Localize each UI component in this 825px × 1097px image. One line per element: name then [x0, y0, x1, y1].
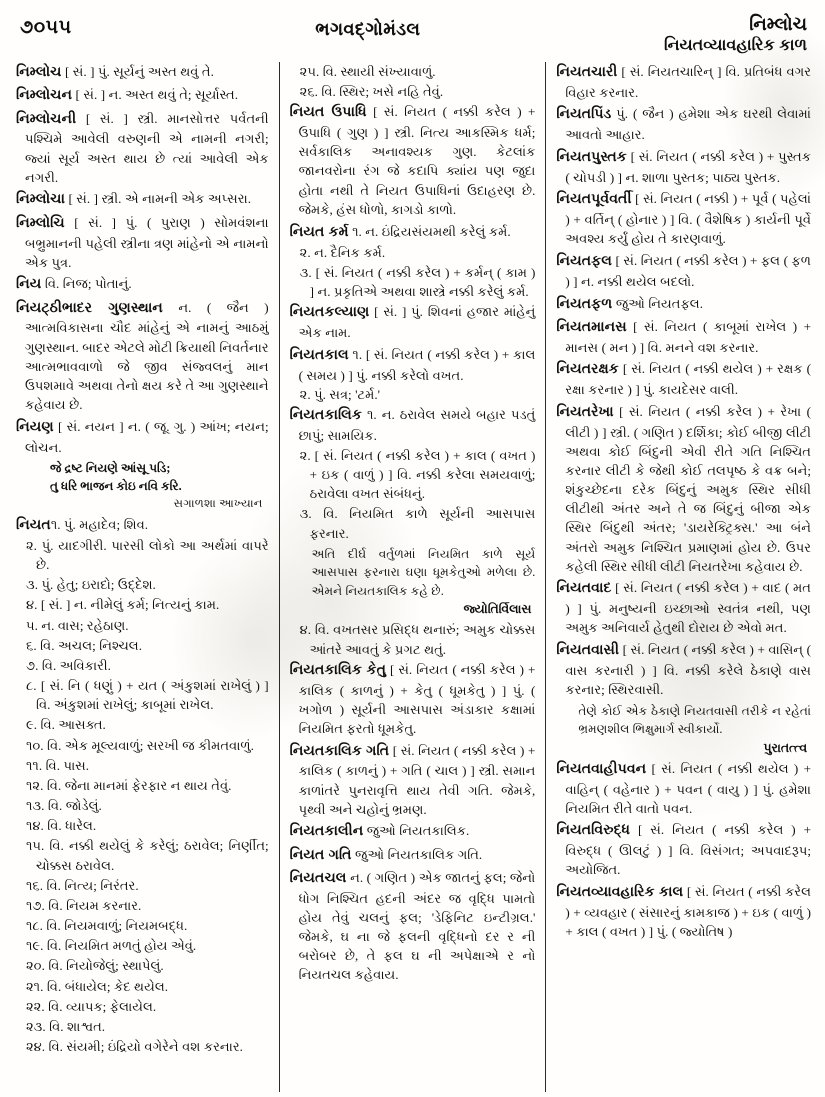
quotation-line: તુ ધરિ ભાજન કોઇ નવિ કરિ. — [50, 479, 182, 494]
entry-sense: ૧૪. વિ. ધારેલ. — [26, 818, 97, 834]
entry-headword: નિયતકાલ — [289, 346, 349, 363]
running-head-right — [664, 14, 807, 55]
dictionary-entry — [290, 660, 536, 738]
entry-definition: [ સં. નિયત ( નક્કી ) + પૂર્વ ( પહેલાં ) + વર્તિન્ ( હોનાર ) ] વિ. ( વૈશેષિક ) કાર્યની પૂર્વે અવશ્ય કર્યું હોય તે કારણવાળું. — [565, 191, 811, 247]
dictionary-entry — [556, 640, 811, 699]
dictionary-entry — [556, 147, 811, 187]
entry-definition: વિ. નિજ; પોતાનું. — [41, 276, 132, 292]
entry-sense: ૨. [ સં. નિયત ( નક્કી કરેલ ) + કાલ ( વખત ) + ઇક ( વાળું ) ] વિ. નક્કી કરેલા સમયવાળું; ઠરાવેલા વખત સંબંધનું. — [299, 447, 536, 502]
dictionary-entry — [556, 251, 811, 291]
entry-definition: ન. ( જૈન ) આત્મવિકાસના ચૌદ માંહેનું એ નામનું આઠમું ગુણસ્થાન. બાદર એટલે મોટી ક્રિયાથી નિવર્તનાર આત્મભાવવાળો જે જીવ સંજ્વલનું માન ઉપશમાવે અથવા તેનો ક્ષય કરે તે આ ગુણસ્થાને કહેવાય છે. — [25, 299, 269, 413]
entry-headword: નિયટ્ઠીભાદર ગુણસ્થાન — [16, 299, 163, 316]
entry-definition: જુઓ નિયતકાલિક ગતિ. — [351, 846, 483, 862]
book-title: ભગવદ્ગોમંડલ — [315, 19, 421, 39]
entry-definition: [ સં. ] ન. અસ્ત થવું તે; સૂર્યાસ્ત. — [72, 87, 238, 103]
entry-sense: ૬. વિ. અચલ; નિશ્ચલ. — [26, 637, 142, 653]
entry-definition: [ સં. નિયત ( નક્કી કરેલ ) + વિરુદ્ધ ( ઊલટું ) ] વિ. વિસંગત; અપવાદરૂપ; અયોજિત. — [565, 822, 811, 878]
page-header — [12, 14, 813, 60]
entry-headword: નિયતકલ્યાણ — [289, 304, 370, 321]
column-2 — [279, 62, 546, 1092]
entry-sense: ૨૨. વિ. વ્યાપક; ફેલાયેલ. — [26, 998, 157, 1014]
entry-sense: ૧૦. વિ. એક મૂલ્યવાળું; સરખી જ કીમતવાળું. — [26, 737, 254, 753]
column-container — [12, 62, 813, 1092]
dictionary-entry — [16, 417, 269, 457]
entry-sense: ૨. પું. સત્ર; 'ટર્મ.' — [299, 387, 380, 403]
dictionary-entry — [290, 821, 536, 842]
dictionary-entry — [556, 882, 811, 941]
entry-example: તેણે કોઈ એક ઠેકાણે નિયતવાસી તરીકે ન રહેતાં ભ્રમણશીલ ભિક્ષુમાર્ગ સ્વીકાર્યો. — [578, 703, 811, 737]
entry-headword: નિયતપૂર્વવર્તી — [556, 191, 632, 208]
entry-sense: ૨૫. વિ. સ્થાયી સંખ્યાવાળું. — [299, 64, 436, 79]
folio-number: ૭૦૫૫ — [20, 17, 72, 38]
entry-sense: ૧. [ સં. નિયત ( નક્કી કરેલ ) + કાલ ( સમય ) ] પું. નક્કી કરેલો વખત. — [298, 346, 536, 383]
entry-sense: ૨૪. વિ. સંયમી; ઇંદ્રિયો વગેરેને વશ કરનાર. — [26, 1039, 243, 1055]
dictionary-entry — [556, 189, 811, 248]
entry-headword: નિયતવિરુદ્ધ — [556, 822, 631, 839]
entry-sense: ૧. પું. મહાદેવ; શિવ. — [50, 516, 149, 532]
entry-sense: ૨. પું. યાદગીરી. પારસી લોકો આ અર્થમાં વાપરે છે. — [26, 537, 269, 573]
entry-sense: ૧૩. વિ. જોડેલું. — [26, 798, 102, 814]
entry-headword: નિયણ — [16, 418, 54, 435]
entry-definition: [ સં. નિયત ( નક્કી કરેલ ) + કાલિક ( કાળનું ) + ગતિ ( ચાલ ) ] સ્ત્રી. સમાન કાળાંતરે પુનરાવૃત્તિ થાય તેવી ગતિ. જેમકે, પૃથ્વી અને ચહોનું ભ્રમણ. — [298, 742, 536, 817]
entry-headword: નિયતવાહીપવન — [556, 760, 647, 777]
entry-definition: [ સં. ] સ્ત્રી. માનસોત્તર પર્વતની પશ્ચિમે આવેલી વરુણની એ નામની નગરી; જ્યાં સૂર્ય અસ્ત થાય છે ત્યાં આવેલી એક નગરી. — [25, 110, 269, 185]
entry-definition: [ સં. ] સ્ત્રી. એ નામની એક અપ્સરા. — [64, 191, 251, 207]
dictionary-entry — [290, 302, 536, 342]
entry-sense: ૨૩. વિ. શાશ્વત. — [26, 1018, 106, 1034]
entry-headword: નિયતફળ — [556, 295, 613, 312]
entry-sense: ૧૬. વિ. નિત્ય; નિરંતર. — [26, 877, 139, 893]
entry-sense: ૩. [ સં. નિયત ( નક્કી કરેલ ) + કર્મન્ ( કામ ) ] ન. પ્રકૃતિએ અથવા શાસ્ત્રે નક્કી કરેલું કર્મ. — [299, 264, 536, 300]
dictionary-entry — [556, 104, 811, 144]
dictionary-entry — [556, 359, 811, 399]
dictionary-entry — [556, 759, 811, 818]
entry-headword: નિયતચારી — [556, 64, 618, 80]
entry-definition: [ સં. નિયત ( નક્કી કરેલ ) + વાદ ( મત ) ] પું. મનુષ્યની ઇચ્છાઓ સ્વતંત્ર નથી, પણ અમુક અનિવાર્ય હેતુથી દોરાય છે એવો મત. — [565, 580, 811, 636]
entry-definition: [ સં. નયન ] ન. ( જૂ. ગુ. ) આંખ; નયન; લોચન. — [25, 418, 269, 455]
entry-headword: નિમ્લોચા — [16, 191, 65, 208]
entry-definition: [ સં. નિયત ( કાબૂમાં રાખેલ ) + માનસ ( મન ) ] વિ. મનને વશ કરનાર. — [565, 318, 811, 355]
entry-definition: [ સં. નિયત ( નક્કી કરેલ ) + ઉપાધિ ( ગુણ ) ] સ્ત્રી. નિત્ય આકસ્મિક ધર્મ; સર્વકાલિક અનાવશ્યક ગુણ. કેટલાંક જાનવરોના રંગ જે કદાપિ ક્યાંય પણ જુદા હોતા નથી તે નિયત ઉપાધિનાં ઉદાહરણ છે. જેમકે, હંસ ધોળો, કાગડો કાળો. — [298, 104, 536, 217]
entry-definition: [ સં. નિયત ( નક્કી થયેલ ) + રક્ષક ( રક્ષા કરનાર ) ] પું. કાયદેસર વાલી. — [565, 361, 811, 398]
entry-sense: ૮. [ સં. નિ ( ધણું ) + યત ( અંકુશમાં રાખેલું ) ] વિ. અંકુશમાં રાખેલું; કાબૂમાં રાખેલ. — [26, 678, 269, 713]
entry-definition: ન. ( ગણિત ) એક જાતનું ફલ; જેનો ધોગ નિશ્ચિત હદની અંદર જ વૃદ્ધિ પામતો હોય તેવું ચલનું ફલ; 'ડેફિનિટ ઇન્ટીગ્રલ.' જેમકે, ઘ ના જે ફલની વૃદ્ધિનો દર ર ની બરોબર છે, તે ફલ ઘ ની અપેક્ષાએ ર નો નિયતચલ કહેવાય. — [298, 869, 536, 983]
dictionary-entry — [290, 868, 536, 985]
column-3 — [545, 62, 813, 1092]
entry-sense: ૧૮. વિ. નિયમવાળું; નિયમબદ્ધ. — [26, 918, 188, 934]
running-subheadword: નિયતવ્યાવહારિક કાળ — [663, 36, 807, 54]
entry-headword: નિમ્લોચ — [16, 64, 62, 80]
entry-headword: નિયતવાદ — [556, 580, 612, 597]
entry-sense: ૪. વિ. વખતસર પ્રસિદ્ધ થનારું; અમુક ચોક્કસ આંતરે આવતું કે પ્રગટ થતું. — [299, 622, 536, 657]
dictionary-entry — [16, 298, 269, 415]
entry-headword: નિયતફલ — [556, 253, 613, 270]
entry-headword: નિયતરેખા — [556, 403, 614, 420]
dictionary-entry — [16, 515, 269, 536]
entry-sense: ૨૧. વિ. બંધાયેલ; કેદ થયેલ. — [26, 978, 169, 994]
entry-sense: ૧. ન. ઇંદ્રિયસંયમથી કરેલું કર્મ. — [348, 223, 511, 239]
entry-sense: ૫. ન. વાસ; રહેઠાણ. — [26, 617, 129, 633]
entry-headword: નિયતમાનસ — [556, 318, 627, 335]
entry-sense: ૧૭. વિ. નિયમ કરનાર. — [26, 897, 142, 913]
entry-definition: જુઓ નિયતકાલિક. — [363, 823, 470, 839]
dictionary-entry — [556, 402, 811, 576]
entry-sense: ૩. વિ. નિયમિત કાળે સૂર્યની આસપાસ ફરનાર. — [299, 506, 536, 541]
entry-headword: નિમ્લોચિ — [16, 214, 65, 231]
dictionary-entry — [556, 62, 811, 102]
dictionary-entry — [556, 294, 811, 315]
entry-sense: ૭. વિ. અવિકારી. — [26, 657, 111, 673]
entry-sense: ૧૫. વિ. નક્કી થયેલું કે કરેલું; ઠરાવેલ; નિર્ણીત; ચોક્કસ ઠરાવેલ. — [26, 838, 269, 873]
dictionary-entry — [16, 213, 269, 272]
entry-headword: નિયતપુસ્તક — [556, 148, 627, 165]
dictionary-entry — [290, 405, 536, 445]
example-citation: જ્યોતિર્વિલાસ — [463, 602, 532, 617]
entry-headword: નિયતકાલિક કેતુ — [289, 661, 386, 678]
entry-definition: [ સં. નિયત ( નક્કી કરેલ ) + વાસિન્ ( વાસ કરનારી ) ] વિ. નક્કી કરેલે ઠેકાણે વાસ કરનાર; સ્થિરવાસી. — [565, 642, 811, 698]
entry-headword: નિયતચલ — [289, 869, 347, 886]
entry-definition: [ સં. નિયત ( નક્કી કરેલ ) + કાલિક ( કાળનું ) + કેતુ ( ધૂમકેતુ ) ] પું. ( ખગોળ ) સૂર્યની આસપાસ અંડાકાર કક્ષામાં નિયમિત ફરતો ધૂમકેતુ. — [298, 661, 536, 736]
entry-headword: નિયત કર્મ — [289, 223, 349, 240]
dictionary-entry — [16, 85, 269, 106]
entry-headword: નિયતવ્યાવહારિક કાલ — [556, 884, 684, 901]
entry-headword: નિમ્લોચન — [16, 87, 73, 104]
entry-headword: નિયતકાલિક ગતિ — [289, 742, 390, 759]
dictionary-entry — [16, 109, 269, 187]
dictionary-entry — [290, 845, 536, 866]
entry-headword: નિયત ઉપાધિ — [289, 104, 367, 121]
column-1 — [12, 62, 279, 1092]
entry-sense: ૨૬. વિ. સ્થિર; ખસે નહિ તેવું. — [299, 84, 444, 100]
entry-definition: [ સં. નિયત ( નક્કી કરેલ ) + રેખા ( લીટી ) ] સ્ત્રી. ( ગણિત ) દર્શિકા; કોઈ બીજી લીટી અથવા કોઈ બિંદુની એવી રીતે ગતિ નિશ્ચિત કરનાર લીટી કે જેથી કોઈ તલપૃષ્ઠ કે વક્ર બને; શંકુચ્છેદના દરેક બિંદુનું અમુક સ્થિર સીધી લીટીથી અંતર અને તે જ બિંદુનું બીજા એક સ્થિર બિંદુથી અંતર; 'ડાયરેક્ટ્રિક્સ.' આ બંને અંતરો અમુક નિશ્ચિત પ્રમાણમાં હોય છે. ઉપર કહેલી સ્થિર સીધી લીટી નિયતરેખા કહેવાય છે. — [565, 403, 811, 574]
entry-sense: ૨. ન. દૈનિક કર્મ. — [299, 244, 386, 260]
entry-headword: નિયતવાસી — [556, 642, 620, 659]
entry-definition: [ સં. નિયત ( નક્કી થયેલ ) + વાહિન્ ( વહેનાર ) + પવન ( વાયુ ) ] પું. હમેશા નિયમિત રીતે વાતો પવન. — [565, 760, 811, 816]
entry-headword: નિયતપિંડ — [556, 106, 612, 123]
entry-sense: ૧૯. વિ. નિયમિત મળતું હોય એવું. — [26, 938, 197, 954]
entry-example: અતિ દીર્ઘ વર્તુળમાં નિયમિત કાળે સૂર્ય આસપાસ ફરનારા ઘણા ધૂમકેતુઓ મળેલા છે. એમને નિયતકાલિક કહે છે. — [311, 546, 536, 598]
entry-definition: પું. ( જૈન ) હમેશા એક ઘરથી લેવામાં આવતો આહાર. — [565, 106, 811, 143]
quotation-line: જે દ્રષ્ટ નિયણે આંસૂ પડિ; — [50, 461, 171, 476]
entry-headword: નિયત ગતિ — [289, 846, 352, 863]
entry-definition: જુઓ નિયતફલ. — [612, 295, 703, 311]
entry-headword: નિયત — [16, 516, 51, 533]
entry-headword: નિયતકાલિક — [289, 407, 362, 424]
entry-sense: ૧. ન. ઠરાવેલ સમયે બહાર પડતું છાપું; સામયિક. — [298, 407, 536, 444]
entry-headword: નિમ્લોચની — [16, 110, 77, 127]
entry-sense: ૧૨. વિ. જેના માનમાં ફેરફાર ન થાય તેવું. — [26, 777, 232, 793]
dictionary-entry — [556, 578, 811, 637]
dictionary-entry — [16, 62, 269, 83]
dictionary-entry — [290, 741, 536, 819]
quotation-citation: સગાળશા આખ્યાન — [173, 496, 263, 510]
entry-sense: ૧૧. વિ. પાસ. — [26, 757, 90, 773]
entry-headword: નિયતકાલીન — [289, 823, 364, 840]
example-citation: પુરાતત્ત્વ — [763, 740, 807, 755]
entry-sense: ૯. વિ. આસક્ત. — [26, 717, 106, 733]
quotation-block — [16, 459, 269, 495]
entry-definition: [ સં. ] પું. શિવનાં હજાર માંહેનું એક નામ. — [298, 304, 536, 341]
entry-definition: [ સં. નિયત ( નક્કી કરેલ ) + પુસ્તક ( ચોપડી ) ] ન. શાળા પુસ્તક; પાઠ્ય પુસ્તક. — [565, 148, 811, 185]
dictionary-entry — [16, 189, 269, 210]
dictionary-entry — [556, 820, 811, 879]
entry-definition: [ સં. નિયત ( નક્કી કરેલ ) + ફલ ( ફળ ) ] ન. નક્કી થયેલ બદલો. — [565, 253, 811, 289]
running-headword: નિમ્લોચ — [749, 14, 807, 34]
entry-definition: [ સં. નિયતચારિન્ ] વિ. પ્રતિબંધ વગર વિહાર કરનાર. — [565, 64, 811, 100]
dictionary-entry — [16, 274, 269, 295]
entry-sense: ૪. [ સં. ] ન. નીમેલું કર્મ; નિત્યનું કામ. — [26, 597, 220, 613]
dictionary-entry — [290, 222, 536, 243]
entry-definition: [ સં. ] પું. સૂર્યનું અસ્ત થવું તે. — [61, 64, 214, 79]
entry-headword: નિય — [16, 276, 42, 293]
dictionary-entry — [556, 317, 811, 357]
dictionary-entry — [290, 102, 536, 219]
entry-definition: [ સં. ] પું. ( પુરાણ ) સોમવંશના બભ્રુમાનની પહેલી સ્ત્રીના ત્રણ માંહેનો એ નામનો એક પુત્ર. — [25, 214, 269, 270]
entry-sense: ૩. પું. હેતુ; ઇરાદો; ઉદ્દેશ. — [26, 577, 156, 593]
entry-sense: ૨૦. વિ. નિયોજેલું; સ્થાપેલું. — [26, 958, 164, 974]
entry-headword: નિયતરક્ષક — [556, 361, 619, 378]
entry-definition: [ સં. નિયત ( નક્કી કરેલ ) + વ્યવહાર ( સંસારનું કામકાજ ) + ઇક ( વાળું ) + કાલ ( વખત ) ] પું. ( જ્યોતિષ ) — [565, 884, 811, 940]
dictionary-entry — [290, 345, 536, 385]
